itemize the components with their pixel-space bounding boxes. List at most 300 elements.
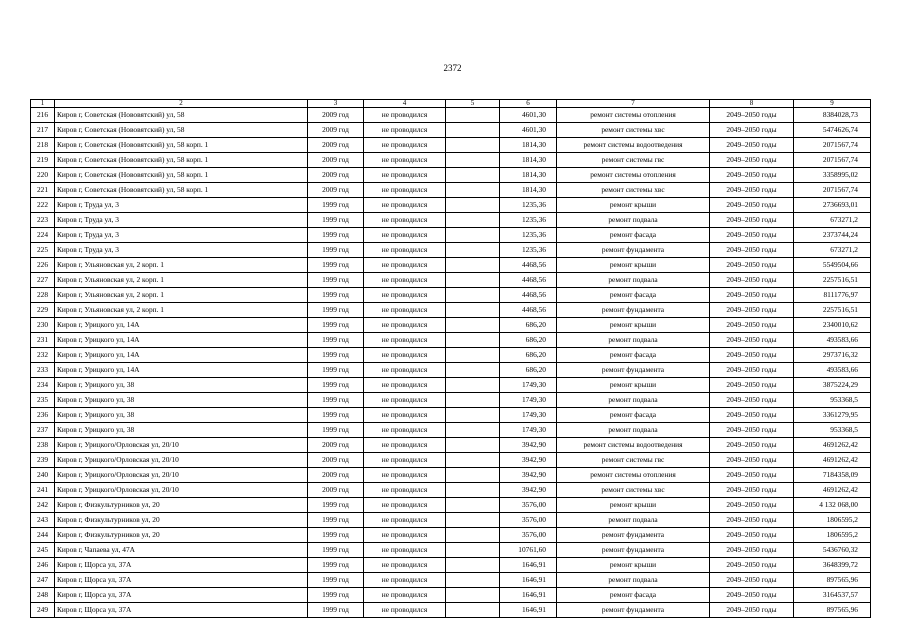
period-cell: 2049–2050 годы <box>710 333 794 348</box>
row-number-cell: 241 <box>31 483 55 498</box>
address-cell: Киров г, Урицкого ул, 38 <box>55 393 308 408</box>
work-type-cell: ремонт подвала <box>557 213 710 228</box>
status-cell: не проводился <box>364 528 446 543</box>
column-header: 4 <box>364 100 446 108</box>
work-type-cell: ремонт крыши <box>557 318 710 333</box>
table-row <box>31 453 871 468</box>
repair-registry-table <box>30 99 871 618</box>
row-number-cell: 230 <box>31 318 55 333</box>
address-cell: Киров г, Советская (Нововятский) ул, 58 корп. 1 <box>55 138 308 153</box>
period-cell: 2049–2050 годы <box>710 198 794 213</box>
table-row <box>31 168 871 183</box>
work-type-cell: ремонт фундамента <box>557 528 710 543</box>
cost-cell: 897565,96 <box>794 573 871 588</box>
address-cell: Киров г, Труда ул, 3 <box>55 243 308 258</box>
area-cell: 686,20 <box>500 318 557 333</box>
area-cell: 1235,36 <box>500 243 557 258</box>
address-cell: Киров г, Урицкого ул, 14А <box>55 348 308 363</box>
year-cell: 1999 год <box>308 243 364 258</box>
cost-cell: 8111776,97 <box>794 288 871 303</box>
address-cell: Киров г, Советская (Нововятский) ул, 58 корп. 1 <box>55 168 308 183</box>
column-5-cell <box>446 258 500 273</box>
table-row <box>31 228 871 243</box>
row-number-cell: 227 <box>31 273 55 288</box>
cost-cell: 4691262,42 <box>794 438 871 453</box>
area-cell: 3942,90 <box>500 438 557 453</box>
table-row <box>31 558 871 573</box>
period-cell: 2049–2050 годы <box>710 603 794 618</box>
status-cell: не проводился <box>364 318 446 333</box>
work-type-cell: ремонт системы отопления <box>557 468 710 483</box>
status-cell: не проводился <box>364 183 446 198</box>
area-cell: 686,20 <box>500 333 557 348</box>
cost-cell: 953368,5 <box>794 423 871 438</box>
year-cell: 1999 год <box>308 423 364 438</box>
cost-cell: 4691262,42 <box>794 483 871 498</box>
status-cell: не проводился <box>364 393 446 408</box>
address-cell: Киров г, Урицкого/Орловская ул, 20/10 <box>55 453 308 468</box>
work-type-cell: ремонт крыши <box>557 378 710 393</box>
cost-cell: 673271,2 <box>794 243 871 258</box>
cost-cell: 5436760,32 <box>794 543 871 558</box>
cost-cell: 2373744,24 <box>794 228 871 243</box>
row-number-cell: 243 <box>31 513 55 528</box>
period-cell: 2049–2050 годы <box>710 513 794 528</box>
period-cell: 2049–2050 годы <box>710 423 794 438</box>
period-cell: 2049–2050 годы <box>710 453 794 468</box>
address-cell: Киров г, Урицкого/Орловская ул, 20/10 <box>55 438 308 453</box>
column-header: 2 <box>55 100 308 108</box>
work-type-cell: ремонт системы гвс <box>557 453 710 468</box>
address-cell: Киров г, Урицкого ул, 14А <box>55 333 308 348</box>
cost-cell: 493583,66 <box>794 333 871 348</box>
period-cell: 2049–2050 годы <box>710 498 794 513</box>
column-number-header <box>31 100 871 108</box>
area-cell: 1749,30 <box>500 423 557 438</box>
area-cell: 4468,56 <box>500 258 557 273</box>
area-cell: 1646,91 <box>500 603 557 618</box>
column-header: 8 <box>710 100 794 108</box>
row-number-cell: 228 <box>31 288 55 303</box>
column-5-cell <box>446 438 500 453</box>
area-cell: 686,20 <box>500 363 557 378</box>
row-number-cell: 223 <box>31 213 55 228</box>
cost-cell: 3358995,02 <box>794 168 871 183</box>
column-header: 9 <box>794 100 871 108</box>
year-cell: 2009 год <box>308 153 364 168</box>
column-5-cell <box>446 303 500 318</box>
table-row <box>31 303 871 318</box>
period-cell: 2049–2050 годы <box>710 108 794 123</box>
period-cell: 2049–2050 годы <box>710 213 794 228</box>
cost-cell: 897565,96 <box>794 603 871 618</box>
period-cell: 2049–2050 годы <box>710 273 794 288</box>
year-cell: 2009 год <box>308 183 364 198</box>
status-cell: не проводился <box>364 588 446 603</box>
year-cell: 2009 год <box>308 453 364 468</box>
row-number-cell: 231 <box>31 333 55 348</box>
area-cell: 1235,36 <box>500 228 557 243</box>
period-cell: 2049–2050 годы <box>710 303 794 318</box>
status-cell: не проводился <box>364 243 446 258</box>
status-cell: не проводился <box>364 498 446 513</box>
work-type-cell: ремонт фасада <box>557 228 710 243</box>
period-cell: 2049–2050 годы <box>710 468 794 483</box>
work-type-cell: ремонт системы отопления <box>557 108 710 123</box>
area-cell: 3576,00 <box>500 528 557 543</box>
table-row <box>31 348 871 363</box>
work-type-cell: ремонт фасада <box>557 288 710 303</box>
period-cell: 2049–2050 годы <box>710 183 794 198</box>
status-cell: не проводился <box>364 123 446 138</box>
work-type-cell: ремонт крыши <box>557 558 710 573</box>
table-row <box>31 153 871 168</box>
column-5-cell <box>446 378 500 393</box>
year-cell: 1999 год <box>308 333 364 348</box>
work-type-cell: ремонт подвала <box>557 513 710 528</box>
status-cell: не проводился <box>364 213 446 228</box>
work-type-cell: ремонт фасада <box>557 348 710 363</box>
work-type-cell: ремонт фундамента <box>557 363 710 378</box>
cost-cell: 3164537,57 <box>794 588 871 603</box>
column-5-cell <box>446 318 500 333</box>
column-5-cell <box>446 603 500 618</box>
column-5-cell <box>446 498 500 513</box>
column-5-cell <box>446 168 500 183</box>
work-type-cell: ремонт подвала <box>557 423 710 438</box>
year-cell: 1999 год <box>308 198 364 213</box>
column-5-cell <box>446 588 500 603</box>
area-cell: 3942,90 <box>500 468 557 483</box>
cost-cell: 673271,2 <box>794 213 871 228</box>
year-cell: 1999 год <box>308 588 364 603</box>
page-number: 2372 <box>443 63 462 73</box>
address-cell: Киров г, Труда ул, 3 <box>55 228 308 243</box>
work-type-cell: ремонт системы хвс <box>557 483 710 498</box>
table-row <box>31 528 871 543</box>
row-number-cell: 238 <box>31 438 55 453</box>
cost-cell: 1806595,2 <box>794 528 871 543</box>
area-cell: 3576,00 <box>500 513 557 528</box>
cost-cell: 5474626,74 <box>794 123 871 138</box>
row-number-cell: 217 <box>31 123 55 138</box>
year-cell: 2009 год <box>308 108 364 123</box>
work-type-cell: ремонт фундамента <box>557 603 710 618</box>
cost-cell: 4691262,42 <box>794 453 871 468</box>
address-cell: Киров г, Ульяновская ул, 2 корп. 1 <box>55 258 308 273</box>
address-cell: Киров г, Урицкого ул, 38 <box>55 423 308 438</box>
table-row <box>31 573 871 588</box>
work-type-cell: ремонт системы водоотведения <box>557 438 710 453</box>
address-cell: Киров г, Ульяновская ул, 2 корп. 1 <box>55 288 308 303</box>
area-cell: 1646,91 <box>500 588 557 603</box>
table-row <box>31 138 871 153</box>
cost-cell: 4 132 068,00 <box>794 498 871 513</box>
row-number-cell: 248 <box>31 588 55 603</box>
status-cell: не проводился <box>364 378 446 393</box>
cost-cell: 3361279,95 <box>794 408 871 423</box>
period-cell: 2049–2050 годы <box>710 138 794 153</box>
period-cell: 2049–2050 годы <box>710 123 794 138</box>
table-row <box>31 438 871 453</box>
year-cell: 1999 год <box>308 288 364 303</box>
table-row <box>31 468 871 483</box>
status-cell: не проводился <box>364 198 446 213</box>
year-cell: 2009 год <box>308 438 364 453</box>
row-number-cell: 239 <box>31 453 55 468</box>
row-number-cell: 240 <box>31 468 55 483</box>
year-cell: 2009 год <box>308 123 364 138</box>
work-type-cell: ремонт фундамента <box>557 243 710 258</box>
status-cell: не проводился <box>364 543 446 558</box>
address-cell: Киров г, Труда ул, 3 <box>55 198 308 213</box>
period-cell: 2049–2050 годы <box>710 408 794 423</box>
cost-cell: 5549504,66 <box>794 258 871 273</box>
status-cell: не проводился <box>364 153 446 168</box>
status-cell: не проводился <box>364 138 446 153</box>
work-type-cell: ремонт системы отопления <box>557 168 710 183</box>
column-5-cell <box>446 333 500 348</box>
year-cell: 1999 год <box>308 348 364 363</box>
year-cell: 1999 год <box>308 303 364 318</box>
period-cell: 2049–2050 годы <box>710 543 794 558</box>
column-header: 7 <box>557 100 710 108</box>
address-cell: Киров г, Ульяновская ул, 2 корп. 1 <box>55 303 308 318</box>
table-body <box>31 108 871 618</box>
work-type-cell: ремонт фасада <box>557 408 710 423</box>
work-type-cell: ремонт крыши <box>557 258 710 273</box>
row-number-cell: 233 <box>31 363 55 378</box>
area-cell: 3576,00 <box>500 498 557 513</box>
year-cell: 1999 год <box>308 378 364 393</box>
table-row <box>31 333 871 348</box>
column-header: 1 <box>31 100 55 108</box>
work-type-cell: ремонт фасада <box>557 588 710 603</box>
address-cell: Киров г, Урицкого ул, 38 <box>55 408 308 423</box>
period-cell: 2049–2050 годы <box>710 483 794 498</box>
table-row <box>31 423 871 438</box>
period-cell: 2049–2050 годы <box>710 168 794 183</box>
period-cell: 2049–2050 годы <box>710 438 794 453</box>
status-cell: не проводился <box>364 333 446 348</box>
address-cell: Киров г, Советская (Нововятский) ул, 58 корп. 1 <box>55 183 308 198</box>
cost-cell: 2257516,51 <box>794 303 871 318</box>
row-number-cell: 229 <box>31 303 55 318</box>
cost-cell: 493583,66 <box>794 363 871 378</box>
row-number-cell: 218 <box>31 138 55 153</box>
period-cell: 2049–2050 годы <box>710 288 794 303</box>
status-cell: не проводился <box>364 558 446 573</box>
row-number-cell: 246 <box>31 558 55 573</box>
table-row <box>31 513 871 528</box>
column-header: 5 <box>446 100 500 108</box>
period-cell: 2049–2050 годы <box>710 348 794 363</box>
column-5-cell <box>446 108 500 123</box>
year-cell: 2009 год <box>308 483 364 498</box>
table-row <box>31 603 871 618</box>
work-type-cell: ремонт подвала <box>557 573 710 588</box>
column-header: 6 <box>500 100 557 108</box>
year-cell: 1999 год <box>308 393 364 408</box>
column-5-cell <box>446 363 500 378</box>
status-cell: не проводился <box>364 258 446 273</box>
status-cell: не проводился <box>364 108 446 123</box>
area-cell: 3942,90 <box>500 483 557 498</box>
period-cell: 2049–2050 годы <box>710 228 794 243</box>
year-cell: 1999 год <box>308 363 364 378</box>
status-cell: не проводился <box>364 468 446 483</box>
column-5-cell <box>446 198 500 213</box>
status-cell: не проводился <box>364 483 446 498</box>
address-cell: Киров г, Щорса ул, 37А <box>55 558 308 573</box>
period-cell: 2049–2050 годы <box>710 528 794 543</box>
work-type-cell: ремонт подвала <box>557 273 710 288</box>
address-cell: Киров г, Щорса ул, 37А <box>55 603 308 618</box>
column-5-cell <box>446 483 500 498</box>
period-cell: 2049–2050 годы <box>710 573 794 588</box>
period-cell: 2049–2050 годы <box>710 588 794 603</box>
row-number-cell: 224 <box>31 228 55 243</box>
column-5-cell <box>446 213 500 228</box>
year-cell: 1999 год <box>308 498 364 513</box>
year-cell: 1999 год <box>308 543 364 558</box>
address-cell: Киров г, Урицкого/Орловская ул, 20/10 <box>55 468 308 483</box>
table-row <box>31 108 871 123</box>
row-number-cell: 247 <box>31 573 55 588</box>
work-type-cell: ремонт фундамента <box>557 543 710 558</box>
table-row <box>31 363 871 378</box>
column-header: 3 <box>308 100 364 108</box>
status-cell: не проводился <box>364 603 446 618</box>
period-cell: 2049–2050 годы <box>710 558 794 573</box>
status-cell: не проводился <box>364 408 446 423</box>
work-type-cell: ремонт системы гвс <box>557 153 710 168</box>
row-number-cell: 216 <box>31 108 55 123</box>
status-cell: не проводился <box>364 438 446 453</box>
work-type-cell: ремонт подвала <box>557 393 710 408</box>
area-cell: 1646,91 <box>500 558 557 573</box>
area-cell: 1814,30 <box>500 183 557 198</box>
column-5-cell <box>446 348 500 363</box>
address-cell: Киров г, Советская (Нововятский) ул, 58 <box>55 123 308 138</box>
area-cell: 4468,56 <box>500 288 557 303</box>
cost-cell: 2071567,74 <box>794 153 871 168</box>
table-row <box>31 183 871 198</box>
area-cell: 1814,30 <box>500 168 557 183</box>
table-row <box>31 243 871 258</box>
area-cell: 1646,91 <box>500 573 557 588</box>
status-cell: не проводился <box>364 303 446 318</box>
column-5-cell <box>446 243 500 258</box>
year-cell: 1999 год <box>308 558 364 573</box>
status-cell: не проводился <box>364 423 446 438</box>
area-cell: 3942,90 <box>500 453 557 468</box>
column-5-cell <box>446 183 500 198</box>
column-5-cell <box>446 138 500 153</box>
column-5-cell <box>446 558 500 573</box>
table-row <box>31 273 871 288</box>
year-cell: 1999 год <box>308 273 364 288</box>
address-cell: Киров г, Щорса ул, 37А <box>55 588 308 603</box>
cost-cell: 2340010,62 <box>794 318 871 333</box>
table-row <box>31 123 871 138</box>
year-cell: 1999 год <box>308 528 364 543</box>
year-cell: 1999 год <box>308 318 364 333</box>
row-number-cell: 226 <box>31 258 55 273</box>
column-5-cell <box>446 123 500 138</box>
status-cell: не проводился <box>364 168 446 183</box>
cost-cell: 8384028,73 <box>794 108 871 123</box>
work-type-cell: ремонт крыши <box>557 498 710 513</box>
period-cell: 2049–2050 годы <box>710 378 794 393</box>
area-cell: 10761,60 <box>500 543 557 558</box>
address-cell: Киров г, Чапаева ул, 47А <box>55 543 308 558</box>
row-number-cell: 220 <box>31 168 55 183</box>
period-cell: 2049–2050 годы <box>710 363 794 378</box>
row-number-cell: 242 <box>31 498 55 513</box>
area-cell: 4468,56 <box>500 273 557 288</box>
year-cell: 1999 год <box>308 573 364 588</box>
column-5-cell <box>446 423 500 438</box>
address-cell: Киров г, Щорса ул, 37А <box>55 573 308 588</box>
work-type-cell: ремонт фундамента <box>557 303 710 318</box>
address-cell: Киров г, Ульяновская ул, 2 корп. 1 <box>55 273 308 288</box>
area-cell: 4468,56 <box>500 303 557 318</box>
area-cell: 1814,30 <box>500 153 557 168</box>
row-number-cell: 232 <box>31 348 55 363</box>
row-number-cell: 222 <box>31 198 55 213</box>
status-cell: не проводился <box>364 573 446 588</box>
column-5-cell <box>446 153 500 168</box>
address-cell: Киров г, Физкультурников ул, 20 <box>55 513 308 528</box>
year-cell: 1999 год <box>308 603 364 618</box>
period-cell: 2049–2050 годы <box>710 258 794 273</box>
period-cell: 2049–2050 годы <box>710 153 794 168</box>
cost-cell: 3875224,29 <box>794 378 871 393</box>
address-cell: Киров г, Физкультурников ул, 20 <box>55 528 308 543</box>
work-type-cell: ремонт подвала <box>557 333 710 348</box>
cost-cell: 2071567,74 <box>794 183 871 198</box>
address-cell: Киров г, Урицкого/Орловская ул, 20/10 <box>55 483 308 498</box>
column-5-cell <box>446 453 500 468</box>
row-number-cell: 245 <box>31 543 55 558</box>
status-cell: не проводился <box>364 453 446 468</box>
table-row <box>31 543 871 558</box>
column-5-cell <box>446 288 500 303</box>
table-row <box>31 288 871 303</box>
row-number-cell: 219 <box>31 153 55 168</box>
column-5-cell <box>446 513 500 528</box>
year-cell: 1999 год <box>308 213 364 228</box>
cost-cell: 2071567,74 <box>794 138 871 153</box>
work-type-cell: ремонт крыши <box>557 198 710 213</box>
period-cell: 2049–2050 годы <box>710 393 794 408</box>
table-row <box>31 483 871 498</box>
row-number-cell: 249 <box>31 603 55 618</box>
table-row <box>31 198 871 213</box>
row-number-cell: 244 <box>31 528 55 543</box>
address-cell: Киров г, Урицкого ул, 38 <box>55 378 308 393</box>
area-cell: 686,20 <box>500 348 557 363</box>
year-cell: 1999 год <box>308 228 364 243</box>
address-cell: Киров г, Советская (Нововятский) ул, 58 корп. 1 <box>55 153 308 168</box>
table-row <box>31 588 871 603</box>
year-cell: 1999 год <box>308 513 364 528</box>
address-cell: Киров г, Урицкого ул, 14А <box>55 318 308 333</box>
area-cell: 1749,30 <box>500 378 557 393</box>
address-cell: Киров г, Советская (Нововятский) ул, 58 <box>55 108 308 123</box>
cost-cell: 2973716,32 <box>794 348 871 363</box>
